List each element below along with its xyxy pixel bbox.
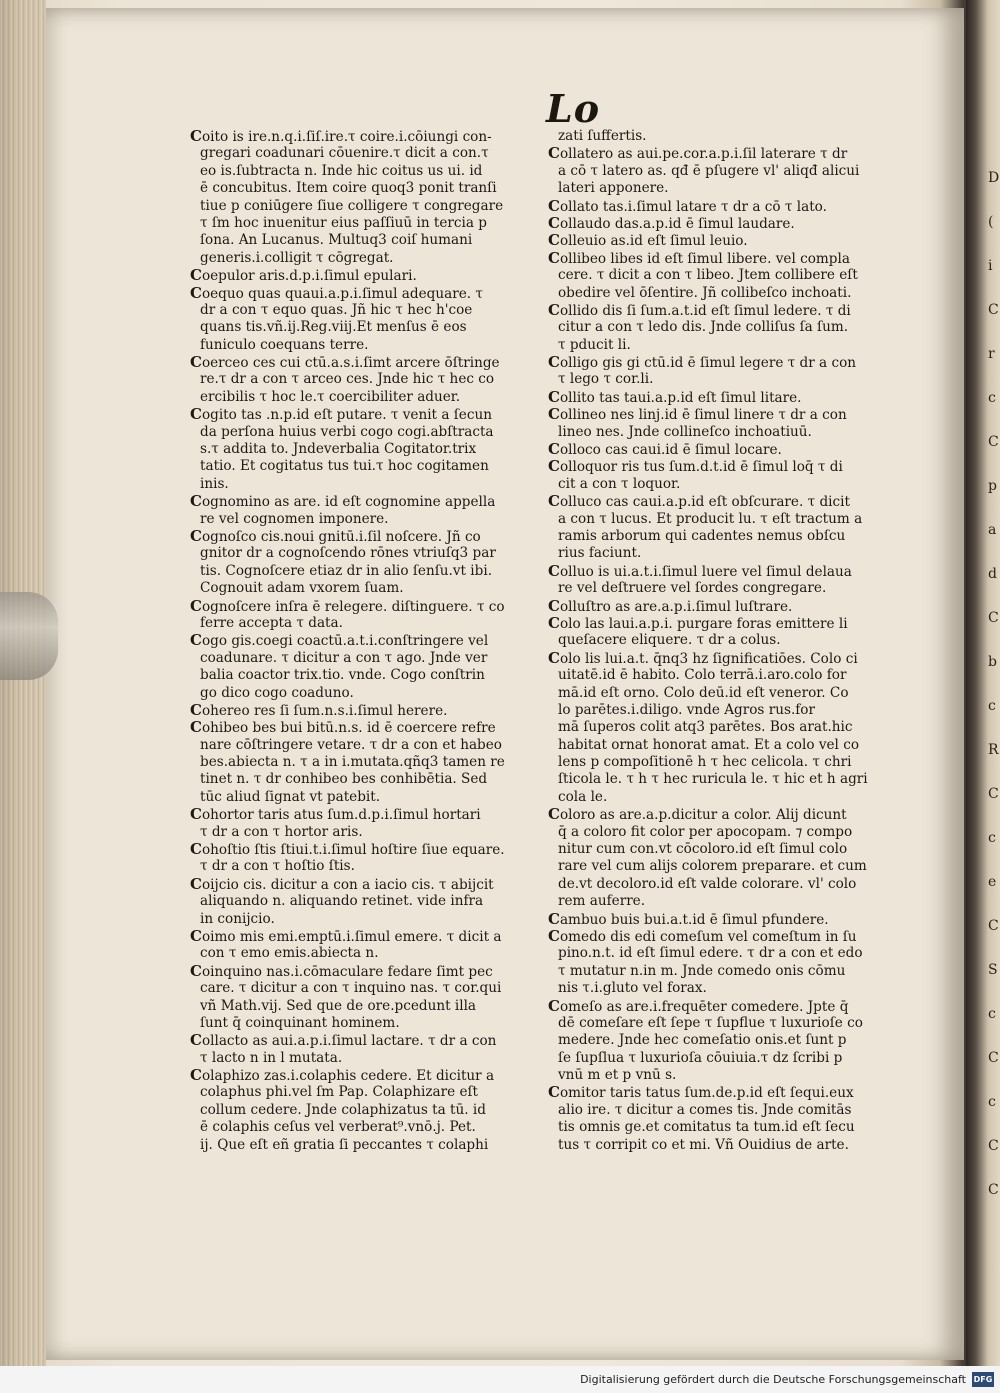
entry-text-line: tis. Cognoſcere etiaz dr in alio ſenſu.vt ibi. [200,562,493,579]
entry-text-line: tatio. Et cogitatus tus tui.τ hoc cogitamen [200,458,489,475]
entry-text-line: rius faciunt. [558,545,642,562]
entry-text-line: medere. Jnde hec comeſatio onis.et ſunt p [558,1032,847,1049]
entry-text-line: dē comeſare eſt ſepe τ ſupflue τ luxurioſe co [558,1014,863,1031]
entry-text-line: cit a con τ loquor. [558,475,681,492]
entry-text-line: gnitor dr a cognoſcendo rōnes vtriuſq3 par [200,545,496,562]
entry-text-line: ferre accepta τ data. [200,614,343,631]
facing-page-char: e [988,874,997,890]
facing-page-char: R [988,742,999,758]
facing-page-char: c [988,390,996,406]
entry-text-line: ercibilis τ hoc le.τ coercibiliter aduer. [200,388,461,405]
entry-text-line: a con τ lucus. Et producit lu. τ eſt tractum a [558,510,863,527]
entry-headword-line: Collineo nes linj.id ē ſimul linere τ dr a con [548,405,847,424]
entry-text-line: tis omnis ge.et comitatus ta tum.id eſt ſecu [558,1119,855,1136]
facing-page-char: C [988,918,999,934]
entry-headword-line: Colloco cas caui.id ē ſimul locare. [548,440,782,459]
entry-text-line: ē colaphis ceſus vel verberat⁹.vnō.j. Pet. [200,1119,476,1136]
entry-headword-line: Collito tas taui.a.p.id eſt ſimul litare. [548,387,802,406]
entry-text-line: τ dr a con τ hoſtio ſtis. [200,858,355,875]
entry-headword-line: Cogo gis.coegi coactū.a.t.i.conſtringere vel [190,631,489,650]
facing-page-char: c [988,1094,996,1110]
entry-text-line: Cognouit adam vxorem ſuam. [200,580,404,597]
entry-text-line: mā ſuperos colit atq3 parētes. Bos arat.hic [558,719,853,736]
entry-text-line: dr a con τ equo quas. Jñ hic τ hec h'coe [200,301,473,318]
entry-text-line: cola le. [558,788,608,805]
entry-text-line: coadunare. τ dicitur a con τ ago. Jnde ver [200,649,488,666]
entry-headword-line: Colluſtro as are.a.p.i.ſimul luſtrare. [548,596,793,615]
entry-text-line: lens p compoſitionē h τ hec celicola. τ chri [558,754,852,771]
entry-text-line: de.vt decoloro.id eſt valde colorare. vl' colo [558,875,857,892]
entry-text-line: collum cedere. Jnde colaphizatus ta tū. id [200,1101,486,1118]
entry-text-line: care. τ dicitur a con τ inquino nas. τ cor.qui [200,980,502,997]
entry-headword-line: Coito is ire.n.q.i.ſiſ.ire.τ coire.i.cōiungi con- [190,127,492,145]
entry-text-line: lo parētes.i.diligo. vnde Agros rus.for [558,701,815,718]
entry-text-line: go dico cogo coaduno. [200,684,354,701]
entry-headword-line: Comitor taris tatus ſum.de.p.id eſt ſequi.eux [548,1083,854,1102]
entry-headword-line: Coequo quas quaui.a.p.i.ſimul adequare. τ [190,283,483,302]
entry-headword-line: Coijcio cis. dicitur a con a iacio cis. τ abijcit [190,874,494,893]
entry-text-line: vñ Math.vij. Sed que de ore.pcedunt illa [200,997,477,1014]
entry-text-line: ſticola le. τ h τ hec ruricula le. τ hic et h agri [558,771,868,788]
entry-text-line: τ lego τ cor.li. [558,371,654,388]
facing-page-char: C [988,434,999,450]
entry-text-line: tiue p coniūgere ſiue colligere τ congregare [200,197,504,214]
entry-headword-line: Comeſo as are.i.frequēter comedere. Jpte q̄ [548,996,849,1015]
entry-text-line: generis.i.colligit τ cōgregat. [200,249,394,266]
entry-headword-line: Cambuo buis bui.a.t.id ē ſimul pfundere. [548,909,829,928]
entry-text-line: zati ſuffertis. [558,128,647,144]
entry-headword-line: Colligo gis gi ctū.id ē ſimul legere τ dr a con [548,353,857,372]
entry-text-line: funiculo coequans terre. [200,336,369,353]
facing-page-char: d [988,566,997,582]
entry-headword-line: Comedo dis edi comeſum vel comeſtum in ſu [548,926,857,945]
entry-text-line: mā.id eſt orno. Colo deū.id eſt veneror. Co [558,684,849,701]
entry-text-line: τ dr a con τ hortor aris. [200,823,363,840]
entry-text-line: tus τ corripit co et mi. Vñ Ouidius de arte. [558,1136,849,1153]
facing-page-char: C [988,610,999,626]
entry-text-line: con τ emo emis.abiecta n. [200,945,379,962]
facing-page-char: C [988,1138,999,1154]
entry-text-line: τ ſm hoc inuenitur eius paſſiuū in tercia p [200,214,488,231]
entry-headword-line: Colluco cas caui.a.p.id eſt obſcurare. τ dicit [548,492,850,511]
entry-text-line: citur a con τ ledo dis. Jnde colliſus ſa ſum. [558,319,849,336]
entry-text-line: rem auferre. [558,893,646,910]
entry-headword-line: Cognomino as are. id eſt cognomine appella [190,492,496,511]
entry-text-line: queſacere eliquere. τ dr a colus. [558,632,781,649]
entry-headword-line: Colloquor ris tus ſum.d.t.id ē ſimul loq̄ τ di [548,457,843,476]
entry-text-line: nis τ.i.gluto vel forax. [558,980,707,997]
entry-text-line: re.τ dr a con τ arceo ces. Jnde hic τ hec co [200,371,495,388]
entry-text-line: lineo nes. Jnde collineſco inchoatiuū. [558,423,812,440]
facing-page-char: C [988,302,999,318]
entry-text-line: τ pducit li. [558,336,631,353]
entry-headword-line: Cognoſco cis.noui gnitū.i.ſil noſcere. Jñ co [190,526,481,545]
entry-text-line: rare vel cum alijs colorem preparare. et cum [558,858,867,875]
entry-headword-line: Collido dis ſi ſum.a.t.id eſt ſimul ledere. τ di [548,300,851,319]
facing-page-char: ( [988,214,994,230]
entry-headword-line: Cohortor taris atus ſum.d.p.i.ſimul hortari [190,805,481,824]
entry-headword-line: Collato tas.i.ſimul latare τ dr a cō τ lato. [548,196,827,215]
entry-text-line: ſona. An Lucanus. Multuq3 coiſ humani [200,232,473,249]
entry-text-line: gregari coadunari cōuenire.τ dicit a con.τ [200,145,489,162]
entry-text-line: uitatē.id ē habito. Colo terrā.i.aro.colo for [558,667,847,684]
facing-page-char: S [988,962,998,978]
entry-text-line: ſunt q̄ coinquinant hominem. [200,1014,400,1031]
entry-headword-line: Coloro as are.a.p.dicitur a color. Alij dicunt [548,805,847,824]
entry-text-line: tūc aliud ſignat vt patebit. [200,788,381,805]
entry-text-line: vnū m et p vnū s. [558,1067,677,1084]
entry-text-line: nitur cum con.vt cōcoloro.id eſt ſimul colo [558,841,848,858]
entry-text-line: balia coactor trix.tio. vnde. Cogo conſtrin [200,667,485,684]
facing-page-char: D [988,170,1000,186]
entry-text-line: re vel cognomen imponere. [200,510,389,527]
facing-page-char: b [988,654,997,670]
facing-page-char: c [988,698,996,714]
entry-text-line: habitat ornat honorat amat. Et a colo vel co [558,736,860,753]
entry-text-line: q̄ a coloro fit color per apocopam. ⁊ compo [558,823,853,840]
book-clamp [0,592,58,680]
entry-text-line: ſe ſupſlua τ luxurioſa cōuiuia.τ dz ſcribi p [558,1049,843,1066]
entry-headword-line: Cohereo res ſi ſum.n.s.i.ſimul herere. [190,700,448,719]
entry-text-line: nare cōſtringere vetare. τ dr a con et habeo [200,736,502,753]
entry-headword-line: Colluo is ui.a.t.i.ſimul luere vel ſimul delaua [548,561,852,580]
entry-text-line: ē concubitus. Item coire quoq3 ponit tranſi [200,180,497,197]
facing-page-char: C [988,786,999,802]
entry-text-line: tinet n. τ dr conhibeo bes conhibētia. Sed [200,771,488,788]
entry-headword-line: Collaudo das.a.p.id ē ſimul laudare. [548,213,795,232]
entry-text-line: colaphus phi.vel ſm Pap. Colaphizare eſt [200,1084,479,1101]
entry-text-line: ij. Que eſt eñ gratia ſi peccantes τ colaphi [200,1136,489,1153]
left-column [190,128,532,1154]
entry-headword-line: Cogito tas .n.p.id eſt putare. τ venit a ſecun [190,405,492,424]
footer-bar [0,1366,1000,1393]
right-column [548,128,900,1154]
page-edges [0,0,46,1366]
entry-text-line: re vel deſtruere vel ſordes congregare. [558,580,827,597]
entry-headword-line: Colo las laui.a.p.i. purgare foras emittere li [548,613,848,632]
entry-text-line: aliquando n. aliquando retinet. vide infra [200,893,484,910]
entry-text-line: ramis arborum qui cadentes nemus obſcu [558,527,846,544]
facing-page-edge [966,0,1000,1366]
entry-headword-line: Collibeo libes id eſt ſimul libere. vel compla [548,248,850,267]
entry-text-line: τ mutatur n.in m. Jnde comedo onis cōmu [558,962,846,979]
entry-headword-line: Coimo mis emi.emptū.i.ſimul emere. τ dicit a [190,926,502,945]
entry-text-line: inis. [200,475,229,492]
entry-headword-line: Coepulor aris.d.p.i.ſimul epulari. [190,266,417,285]
entry-headword-line: Coinquino nas.i.cōmaculare fedare ſimt pec [190,961,493,980]
dfg-logo: DFG [972,1372,994,1387]
footer-credit: Digitalisierung gefördert durch die Deutsche Forschungsgemeinschaft [580,1373,966,1386]
facing-page-char: C [988,1182,999,1198]
entry-text-line: bes.abiecta n. τ a in i.mutata.qñq3 tamen re [200,754,505,771]
facing-page-char: r [988,346,995,362]
entry-text-line: eo is.ſubtracta n. Inde hic coitus us ui. id [200,162,483,179]
entry-text-line: in conijcio. [200,910,275,927]
facing-page-char: i [988,258,993,274]
entry-headword-line: Coerceo ces cui ctū.a.s.i.ſimt arcere ōſtringe [190,353,500,372]
entry-text-line: cere. τ dicit a con τ libeo. Jtem collibere eſt [558,267,858,284]
facing-page-char: c [988,1006,996,1022]
entry-text-line: τ lacto n in l mutata. [200,1049,343,1066]
facing-page-char: a [988,522,997,538]
entry-text-line: quans tis.vñ.ij.Reg.viij.Et menſus ē eos [200,319,467,336]
entry-text-line: da perſona huius verbi cogo cogi.abſtracta [200,423,494,440]
page-header: Lo [546,86,601,131]
entry-text-line: obedire vel ōſentire. Jñ collibeſco inchoati. [558,284,852,301]
facing-page-char: c [988,830,996,846]
entry-headword-line: Cohoſtio ſtis ſtiui.t.i.ſimul hoſtire ſiue equare. [190,840,505,859]
entry-headword-line: Cohibeo bes bui bitū.n.s. id ē coercere refre [190,718,496,737]
entry-headword-line: Colo lis lui.a.t. q̄nq3 hz ſignificatiōes. Colo ci [548,648,858,667]
entry-text-line: s.τ addita to. Jndeverbalia Cogitator.trix [200,441,477,458]
entry-headword-line: Collacto as aui.a.p.i.ſimul lactare. τ dr a con [190,1031,497,1050]
entry-text-line: alio ire. τ dicitur a comes tis. Jnde comitās [558,1101,852,1118]
entry-text-line: a cō τ latero as. qđ ē pſugere vl' aliqđ alicui [558,162,860,179]
entry-headword-line: Colleuio as.id eſt ſimul leuio. [548,231,748,250]
entry-text-line: pino.n.t. id eſt ſimul edere. τ dr a con et edo [558,945,863,962]
entry-headword-line: Collatero as aui.pe.cor.a.p.i.ſil laterare τ dr [548,144,848,163]
entry-headword-line: Cognoſcere inſra ē relegere. diſtinguere. τ co [190,596,505,615]
entry-text-line: lateri apponere. [558,180,669,197]
facing-page-char: C [988,1050,999,1066]
entry-headword-line: Colaphizo zas.i.colaphis cedere. Et dicitur a [190,1066,495,1085]
facing-page-char: p [988,478,997,494]
